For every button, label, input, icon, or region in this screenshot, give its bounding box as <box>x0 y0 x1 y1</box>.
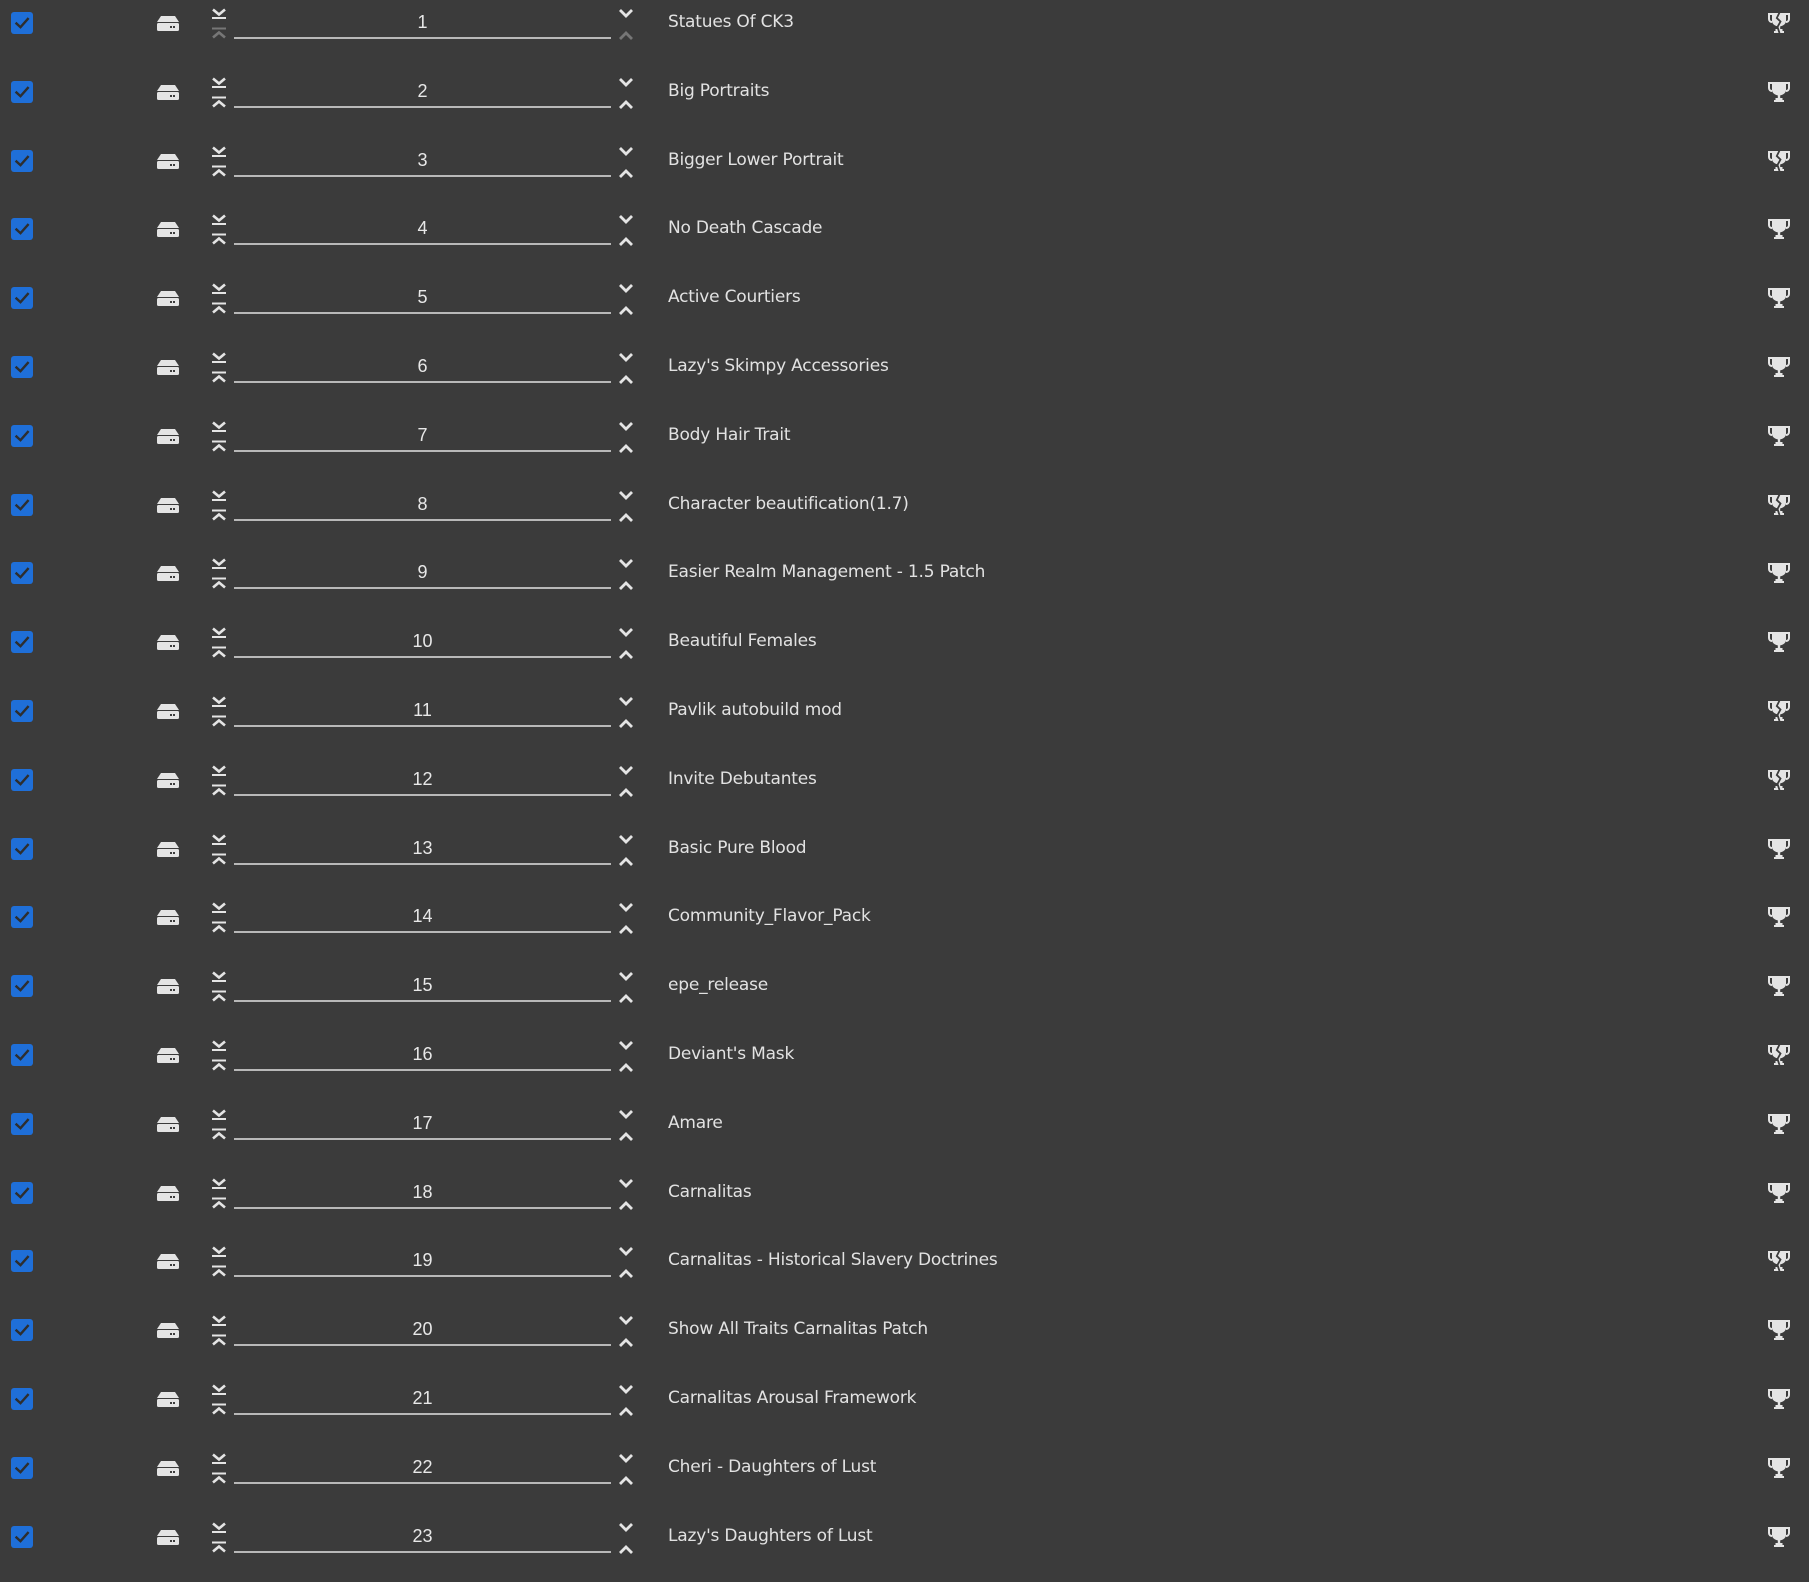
enable-checkbox[interactable] <box>11 356 33 378</box>
move-to-bottom-icon[interactable] <box>210 214 228 226</box>
move-down-icon[interactable] <box>617 696 635 708</box>
trophy-icon <box>1767 905 1791 929</box>
broken-trophy-icon <box>1767 149 1791 173</box>
move-down-icon[interactable] <box>617 1246 635 1258</box>
hard-drive-icon <box>156 84 180 100</box>
move-up-icon[interactable] <box>617 167 635 179</box>
hard-drive-icon <box>156 1185 180 1201</box>
mod-name: Community_Flavor_Pack <box>668 906 871 927</box>
move-to-top-icon[interactable] <box>210 715 228 727</box>
checkmark-icon <box>13 427 31 445</box>
enable-checkbox[interactable] <box>11 1319 33 1341</box>
move-to-top-icon[interactable] <box>210 1472 228 1484</box>
move-down-icon[interactable] <box>617 8 635 20</box>
enable-checkbox[interactable] <box>11 769 33 791</box>
trophy-icon <box>1767 355 1791 379</box>
move-to-top-icon[interactable] <box>210 646 228 658</box>
move-down-icon[interactable] <box>617 490 635 502</box>
checkmark-icon <box>13 1184 31 1202</box>
enable-checkbox[interactable] <box>11 562 33 584</box>
move-down-icon[interactable] <box>617 1453 635 1465</box>
load-order-input[interactable] <box>234 1522 611 1553</box>
hard-drive-icon <box>156 153 180 169</box>
move-to-top-icon[interactable] <box>210 577 228 589</box>
hard-drive-icon <box>156 221 180 237</box>
move-up-icon[interactable] <box>617 373 635 385</box>
load-order-input[interactable] <box>234 1178 611 1209</box>
mod-row <box>0 138 1809 207</box>
checkmark-icon <box>13 220 31 238</box>
mod-name: No Death Cascade <box>668 218 823 239</box>
move-up-icon[interactable] <box>617 1543 635 1555</box>
move-to-bottom-icon[interactable] <box>210 1178 228 1190</box>
enable-checkbox[interactable] <box>11 12 33 34</box>
move-up-icon[interactable] <box>617 786 635 798</box>
hard-drive-icon <box>156 841 180 857</box>
checkmark-icon <box>13 496 31 514</box>
trophy-icon <box>1767 1181 1791 1205</box>
checkmark-icon <box>13 1115 31 1133</box>
move-up-icon[interactable] <box>617 1061 635 1073</box>
move-down-icon[interactable] <box>617 627 635 639</box>
load-order-input[interactable] <box>234 77 611 108</box>
move-to-top-icon[interactable] <box>210 96 228 108</box>
load-order-input[interactable] <box>234 558 611 589</box>
move-to-top-icon[interactable] <box>210 990 228 1002</box>
move-to-bottom-icon[interactable] <box>210 8 228 20</box>
load-order-input[interactable] <box>234 765 611 796</box>
enable-checkbox[interactable] <box>11 838 33 860</box>
mod-name: Big Portraits <box>668 80 770 101</box>
trophy-icon <box>1767 1112 1791 1136</box>
trophy-icon <box>1767 1387 1791 1411</box>
move-down-icon[interactable] <box>617 971 635 983</box>
checkmark-icon <box>13 633 31 651</box>
load-order-input[interactable] <box>234 902 611 933</box>
move-down-icon[interactable] <box>617 146 635 158</box>
load-order-input[interactable] <box>234 352 611 383</box>
move-to-bottom-icon[interactable] <box>210 1522 228 1534</box>
mod-row <box>0 275 1809 344</box>
move-to-bottom-icon[interactable] <box>210 490 228 502</box>
move-to-bottom-icon[interactable] <box>210 352 228 364</box>
move-to-bottom-icon[interactable] <box>210 696 228 708</box>
checkmark-icon <box>13 1459 31 1477</box>
enable-checkbox[interactable] <box>11 425 33 447</box>
load-order-input[interactable] <box>234 1453 611 1484</box>
mod-name: Body Hair Trait <box>668 424 791 445</box>
move-up-icon[interactable] <box>617 511 635 523</box>
checkmark-icon <box>13 1390 31 1408</box>
trophy-icon <box>1767 837 1791 861</box>
trophy-icon <box>1767 1525 1791 1549</box>
broken-trophy-icon <box>1767 493 1791 517</box>
move-down-icon[interactable] <box>617 1178 635 1190</box>
hard-drive-icon <box>156 290 180 306</box>
mod-name: Easier Realm Management - 1.5 Patch <box>668 562 986 583</box>
hard-drive-icon <box>156 1391 180 1407</box>
move-up-icon[interactable] <box>617 855 635 867</box>
mod-name: Lazy's Daughters of Lust <box>668 1525 873 1546</box>
checkmark-icon <box>13 702 31 720</box>
hard-drive-icon <box>156 1047 180 1063</box>
move-down-icon[interactable] <box>617 1522 635 1534</box>
enable-checkbox[interactable] <box>11 1388 33 1410</box>
move-to-bottom-icon[interactable] <box>210 627 228 639</box>
move-down-icon[interactable] <box>617 77 635 89</box>
load-order-input[interactable] <box>234 834 611 865</box>
load-order-input[interactable] <box>234 1109 611 1140</box>
move-to-bottom-icon[interactable] <box>210 421 228 433</box>
mod-name: Carnalitas <box>668 1181 752 1202</box>
move-to-bottom-icon[interactable] <box>210 765 228 777</box>
checkmark-icon <box>13 840 31 858</box>
checkmark-icon <box>13 1046 31 1064</box>
move-to-bottom-icon[interactable] <box>210 1315 228 1327</box>
enable-checkbox[interactable] <box>11 906 33 928</box>
checkmark-icon <box>13 358 31 376</box>
move-up-icon[interactable] <box>617 1474 635 1486</box>
load-order-input[interactable] <box>234 1315 611 1346</box>
mod-name: Amare <box>668 1112 723 1133</box>
mod-name: Beautiful Females <box>668 631 817 652</box>
load-order-input[interactable] <box>234 283 611 314</box>
move-up-icon[interactable] <box>617 1199 635 1211</box>
mod-row <box>0 550 1809 619</box>
move-to-top-icon[interactable] <box>210 371 228 383</box>
move-to-top-icon[interactable] <box>210 1197 228 1209</box>
mod-name: epe_release <box>668 975 768 996</box>
mod-name: Bigger Lower Portrait <box>668 149 844 170</box>
mod-name: Pavlik autobuild mod <box>668 699 842 720</box>
trophy-icon <box>1767 217 1791 241</box>
move-to-bottom-icon[interactable] <box>210 77 228 89</box>
move-to-bottom-icon[interactable] <box>210 283 228 295</box>
trophy-icon <box>1767 561 1791 585</box>
checkmark-icon <box>13 83 31 101</box>
move-down-icon[interactable] <box>617 352 635 364</box>
broken-trophy-icon <box>1767 768 1791 792</box>
hard-drive-icon <box>156 1116 180 1132</box>
hard-drive-icon <box>156 359 180 375</box>
move-to-bottom-icon[interactable] <box>210 1246 228 1258</box>
move-up-icon[interactable] <box>617 29 635 41</box>
load-order-input[interactable] <box>234 8 611 39</box>
mod-name: Active Courtiers <box>668 287 801 308</box>
move-to-bottom-icon[interactable] <box>210 1109 228 1121</box>
move-to-top-icon[interactable] <box>210 509 228 521</box>
move-up-icon[interactable] <box>617 1130 635 1142</box>
move-to-bottom-icon[interactable] <box>210 902 228 914</box>
move-up-icon[interactable] <box>617 923 635 935</box>
move-down-icon[interactable] <box>617 1315 635 1327</box>
trophy-icon <box>1767 1456 1791 1480</box>
broken-trophy-icon <box>1767 1249 1791 1273</box>
move-to-top-icon[interactable] <box>210 921 228 933</box>
checkmark-icon <box>13 908 31 926</box>
move-down-icon[interactable] <box>617 283 635 295</box>
move-down-icon[interactable] <box>617 558 635 570</box>
move-to-top-icon[interactable] <box>210 1403 228 1415</box>
move-to-top-icon[interactable] <box>210 27 228 39</box>
trophy-icon <box>1767 80 1791 104</box>
mod-row <box>0 963 1809 1032</box>
mod-row <box>0 757 1809 826</box>
move-up-icon[interactable] <box>617 98 635 110</box>
load-order-input[interactable] <box>234 214 611 245</box>
move-up-icon[interactable] <box>617 648 635 660</box>
enable-checkbox[interactable] <box>11 1250 33 1272</box>
checkmark-icon <box>13 564 31 582</box>
mod-row <box>0 894 1809 963</box>
move-to-top-icon[interactable] <box>210 1128 228 1140</box>
move-to-bottom-icon[interactable] <box>210 146 228 158</box>
trophy-icon <box>1767 630 1791 654</box>
enable-checkbox[interactable] <box>11 1457 33 1479</box>
load-order-input[interactable] <box>234 627 611 658</box>
checkmark-icon <box>13 771 31 789</box>
checkmark-icon <box>13 1528 31 1546</box>
move-to-top-icon[interactable] <box>210 784 228 796</box>
hard-drive-icon <box>156 634 180 650</box>
broken-trophy-icon <box>1767 699 1791 723</box>
enable-checkbox[interactable] <box>11 494 33 516</box>
mod-row <box>0 688 1809 757</box>
trophy-icon <box>1767 286 1791 310</box>
mod-name: Statues Of CK3 <box>668 12 794 32</box>
move-to-top-icon[interactable] <box>210 1059 228 1071</box>
mod-name: Invite Debutantes <box>668 768 817 789</box>
mod-row <box>0 1514 1809 1582</box>
move-up-icon[interactable] <box>617 717 635 729</box>
enable-checkbox[interactable] <box>11 150 33 172</box>
hard-drive-icon <box>156 497 180 513</box>
hard-drive-icon <box>156 909 180 925</box>
load-order-input[interactable] <box>234 490 611 521</box>
move-down-icon[interactable] <box>617 421 635 433</box>
enable-checkbox[interactable] <box>11 1526 33 1548</box>
move-to-top-icon[interactable] <box>210 1541 228 1553</box>
broken-trophy-icon <box>1767 1043 1791 1067</box>
move-up-icon[interactable] <box>617 1405 635 1417</box>
move-to-bottom-icon[interactable] <box>210 971 228 983</box>
checkmark-icon <box>13 14 31 32</box>
mod-name: Carnalitas Arousal Framework <box>668 1387 917 1408</box>
enable-checkbox[interactable] <box>11 1182 33 1204</box>
mod-row <box>0 1445 1809 1514</box>
mod-name: Character beautification(1.7) <box>668 493 909 514</box>
enable-checkbox[interactable] <box>11 975 33 997</box>
load-order-input[interactable] <box>234 421 611 452</box>
move-down-icon[interactable] <box>617 902 635 914</box>
enable-checkbox[interactable] <box>11 1113 33 1135</box>
mod-row <box>0 1032 1809 1101</box>
mod-row <box>0 1170 1809 1239</box>
checkmark-icon <box>13 1252 31 1270</box>
mod-row <box>0 1238 1809 1307</box>
mod-row <box>0 69 1809 138</box>
hard-drive-icon <box>156 1529 180 1545</box>
mod-row <box>0 482 1809 551</box>
move-up-icon[interactable] <box>617 579 635 591</box>
checkmark-icon <box>13 152 31 170</box>
load-order-input[interactable] <box>234 1246 611 1277</box>
hard-drive-icon <box>156 428 180 444</box>
move-to-bottom-icon[interactable] <box>210 1040 228 1052</box>
mod-row <box>0 206 1809 275</box>
hard-drive-icon <box>156 978 180 994</box>
move-to-top-icon[interactable] <box>210 165 228 177</box>
move-to-top-icon[interactable] <box>210 302 228 314</box>
enable-checkbox[interactable] <box>11 700 33 722</box>
move-up-icon[interactable] <box>617 992 635 1004</box>
move-down-icon[interactable] <box>617 1040 635 1052</box>
move-to-bottom-icon[interactable] <box>210 558 228 570</box>
trophy-icon <box>1767 1318 1791 1342</box>
enable-checkbox[interactable] <box>11 287 33 309</box>
mod-name: Show All Traits Carnalitas Patch <box>668 1319 928 1340</box>
load-order-input[interactable] <box>234 1040 611 1071</box>
mod-row <box>0 1101 1809 1170</box>
move-to-bottom-icon[interactable] <box>210 1384 228 1396</box>
checkmark-icon <box>13 977 31 995</box>
move-up-icon[interactable] <box>617 235 635 247</box>
hard-drive-icon <box>156 703 180 719</box>
move-to-top-icon[interactable] <box>210 853 228 865</box>
move-up-icon[interactable] <box>617 304 635 316</box>
enable-checkbox[interactable] <box>11 81 33 103</box>
load-order-input[interactable] <box>234 971 611 1002</box>
hard-drive-icon <box>156 1253 180 1269</box>
trophy-icon <box>1767 424 1791 448</box>
hard-drive-icon <box>156 772 180 788</box>
hard-drive-icon <box>156 1460 180 1476</box>
move-up-icon[interactable] <box>617 1336 635 1348</box>
enable-checkbox[interactable] <box>11 631 33 653</box>
hard-drive-icon <box>156 15 180 31</box>
mod-name: Carnalitas - Historical Slavery Doctrines <box>668 1250 998 1271</box>
move-down-icon[interactable] <box>617 765 635 777</box>
mod-name: Lazy's Skimpy Accessories <box>668 355 889 376</box>
move-to-top-icon[interactable] <box>210 440 228 452</box>
trophy-icon <box>1767 974 1791 998</box>
load-order-input[interactable] <box>234 1384 611 1415</box>
hard-drive-icon <box>156 1322 180 1338</box>
mod-name: Basic Pure Blood <box>668 837 807 858</box>
move-to-bottom-icon[interactable] <box>210 1453 228 1465</box>
move-up-icon[interactable] <box>617 442 635 454</box>
move-down-icon[interactable] <box>617 1384 635 1396</box>
move-to-bottom-icon[interactable] <box>210 834 228 846</box>
mod-row <box>0 826 1809 895</box>
move-down-icon[interactable] <box>617 1109 635 1121</box>
mod-row <box>0 619 1809 688</box>
move-to-top-icon[interactable] <box>210 1334 228 1346</box>
move-to-top-icon[interactable] <box>210 233 228 245</box>
broken-trophy-icon <box>1767 11 1791 35</box>
mod-row <box>0 1307 1809 1376</box>
mod-row <box>0 1376 1809 1445</box>
move-down-icon[interactable] <box>617 834 635 846</box>
hard-drive-icon <box>156 565 180 581</box>
enable-checkbox[interactable] <box>11 1044 33 1066</box>
load-order-input[interactable] <box>234 146 611 177</box>
mod-row <box>0 0 1809 69</box>
move-up-icon[interactable] <box>617 1267 635 1279</box>
mod-row <box>0 413 1809 482</box>
enable-checkbox[interactable] <box>11 218 33 240</box>
checkmark-icon <box>13 1321 31 1339</box>
load-order-input[interactable] <box>234 696 611 727</box>
mod-name: Deviant's Mask <box>668 1043 795 1064</box>
checkmark-icon <box>13 289 31 307</box>
mod-row <box>0 344 1809 413</box>
mod-name: Cheri - Daughters of Lust <box>668 1456 877 1477</box>
move-to-top-icon[interactable] <box>210 1265 228 1277</box>
move-down-icon[interactable] <box>617 214 635 226</box>
